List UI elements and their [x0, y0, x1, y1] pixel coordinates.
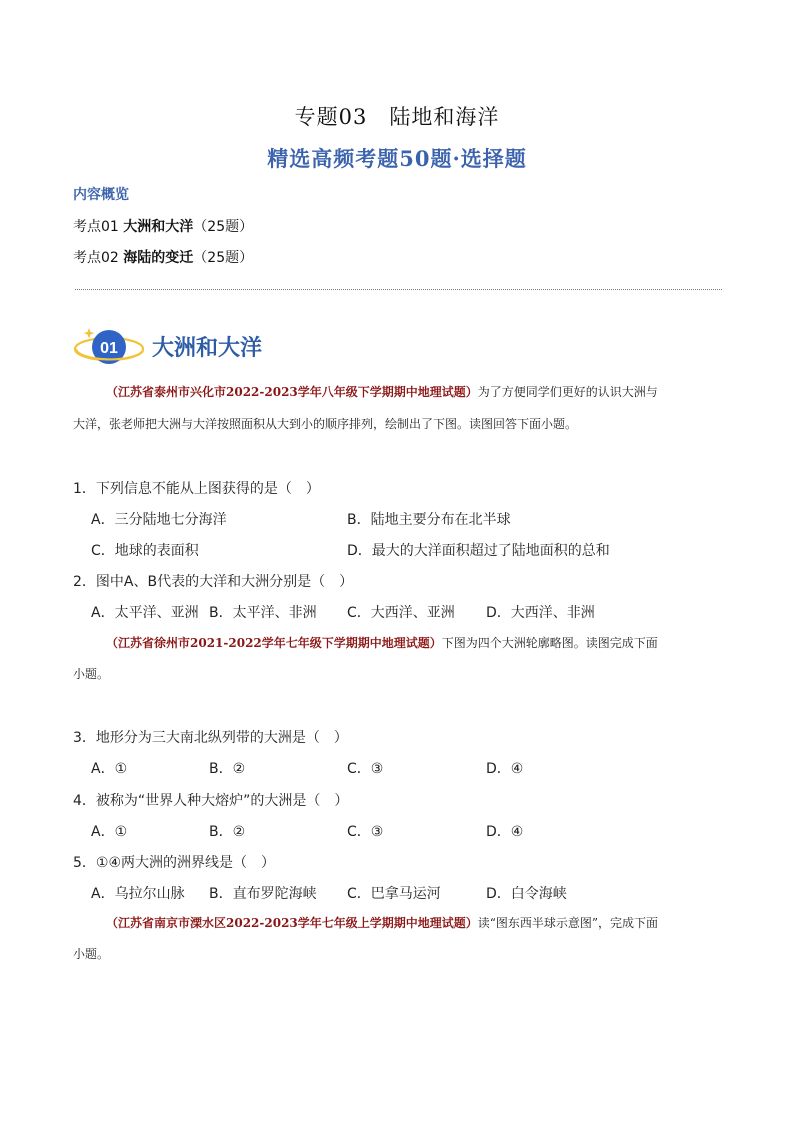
intro-text: 读“图东西半球示意图”，完成下面	[477, 916, 659, 930]
question-4-stem: 4．被称为“世界人种大熔炉”的大洲是（ ）	[73, 793, 349, 809]
question-4-option-d[interactable]: D．④	[486, 824, 524, 840]
section-number: 01	[100, 340, 118, 357]
key-point-prefix: 考点01	[73, 219, 119, 235]
section-title: 大洲和大洋	[152, 336, 263, 361]
question-5-stem: 5．①④两大洲的洲界线是（ ）	[73, 855, 276, 871]
question-4-option-b[interactable]: B．②	[209, 824, 246, 840]
question-1-option-c[interactable]: C．地球的表面积	[91, 543, 199, 559]
question-3-option-a[interactable]: A．①	[91, 761, 128, 777]
question-4-option-a[interactable]: A．①	[91, 824, 128, 840]
question-2-option-d[interactable]: D．大西洋、非洲	[486, 605, 595, 621]
key-point-name: 大洲和大洋	[123, 219, 194, 235]
question-1-option-d[interactable]: D．最大的大洋面积超过了陆地面积的总和	[347, 543, 610, 559]
question-5-option-b[interactable]: B．直布罗陀海峡	[209, 886, 317, 902]
key-point-count: （25题）	[193, 250, 254, 266]
key-point-2	[73, 247, 253, 267]
question-1-stem: 1．下列信息不能从上图获得的是（ ）	[73, 481, 320, 497]
question-1-option-b[interactable]: B．陆地主要分布在北半球	[347, 512, 511, 528]
question-4-option-c[interactable]: C．③	[347, 824, 384, 840]
intro-text: 为了方便同学们更好的认识大洲与	[477, 385, 658, 399]
question-3-option-c[interactable]: C．③	[347, 761, 384, 777]
key-point-prefix: 考点02	[73, 250, 119, 266]
intro-1-line-2: 大洋，张老师把大洲与大洋按照面积从大到小的顺序排列，绘制出了下图。读图回答下面小题。	[73, 417, 578, 431]
question-5-option-a[interactable]: A．乌拉尔山脉	[91, 886, 185, 902]
document-title: 专题03 陆地和海洋	[294, 105, 500, 129]
overview-label: 内容概览	[73, 187, 129, 203]
question-5-option-d[interactable]: D．白令海峡	[486, 886, 567, 902]
question-2-option-a[interactable]: A．太平洋、亚洲	[91, 605, 199, 621]
key-point-1	[73, 216, 253, 236]
question-2-option-b[interactable]: B．太平洋、非洲	[209, 605, 317, 621]
question-5-option-c[interactable]: C．巴拿马运河	[347, 886, 441, 902]
question-3-option-b[interactable]: B．②	[209, 761, 246, 777]
intro-2-line-2: 小题。	[73, 667, 110, 681]
intro-1-line-1	[106, 383, 658, 400]
dotted-divider	[75, 289, 722, 290]
document-subtitle: 精选高频考题50题·选择题	[267, 146, 527, 171]
question-2-stem: 2．图中A、B代表的大洋和大洲分别是（ ）	[73, 574, 354, 590]
question-2-option-c[interactable]: C．大西洋、亚洲	[347, 605, 455, 621]
question-3-option-d[interactable]: D．④	[486, 761, 524, 777]
intro-2-line-1	[106, 634, 658, 651]
question-3-stem: 3．地形分为三大南北纵列带的大洲是（ ）	[73, 730, 348, 746]
source-citation: （江苏省徐州市2021-2022学年七年级下学期期中地理试题）	[106, 636, 442, 650]
intro-text: 下图为四个大洲轮廓略图。读图完成下面	[441, 636, 658, 650]
source-citation: （江苏省泰州市兴化市2022-2023学年八年级下学期期中地理试题）	[106, 385, 478, 399]
key-point-count: （25题）	[193, 219, 254, 235]
section-badge-icon	[74, 325, 150, 369]
key-point-name: 海陆的变迁	[123, 250, 194, 266]
intro-3-line-1	[106, 914, 658, 931]
question-1-option-a[interactable]: A．三分陆地七分海洋	[91, 512, 227, 528]
intro-3-line-2: 小题。	[73, 947, 110, 961]
source-citation: （江苏省南京市溧水区2022-2023学年七年级上学期期中地理试题）	[106, 916, 478, 930]
